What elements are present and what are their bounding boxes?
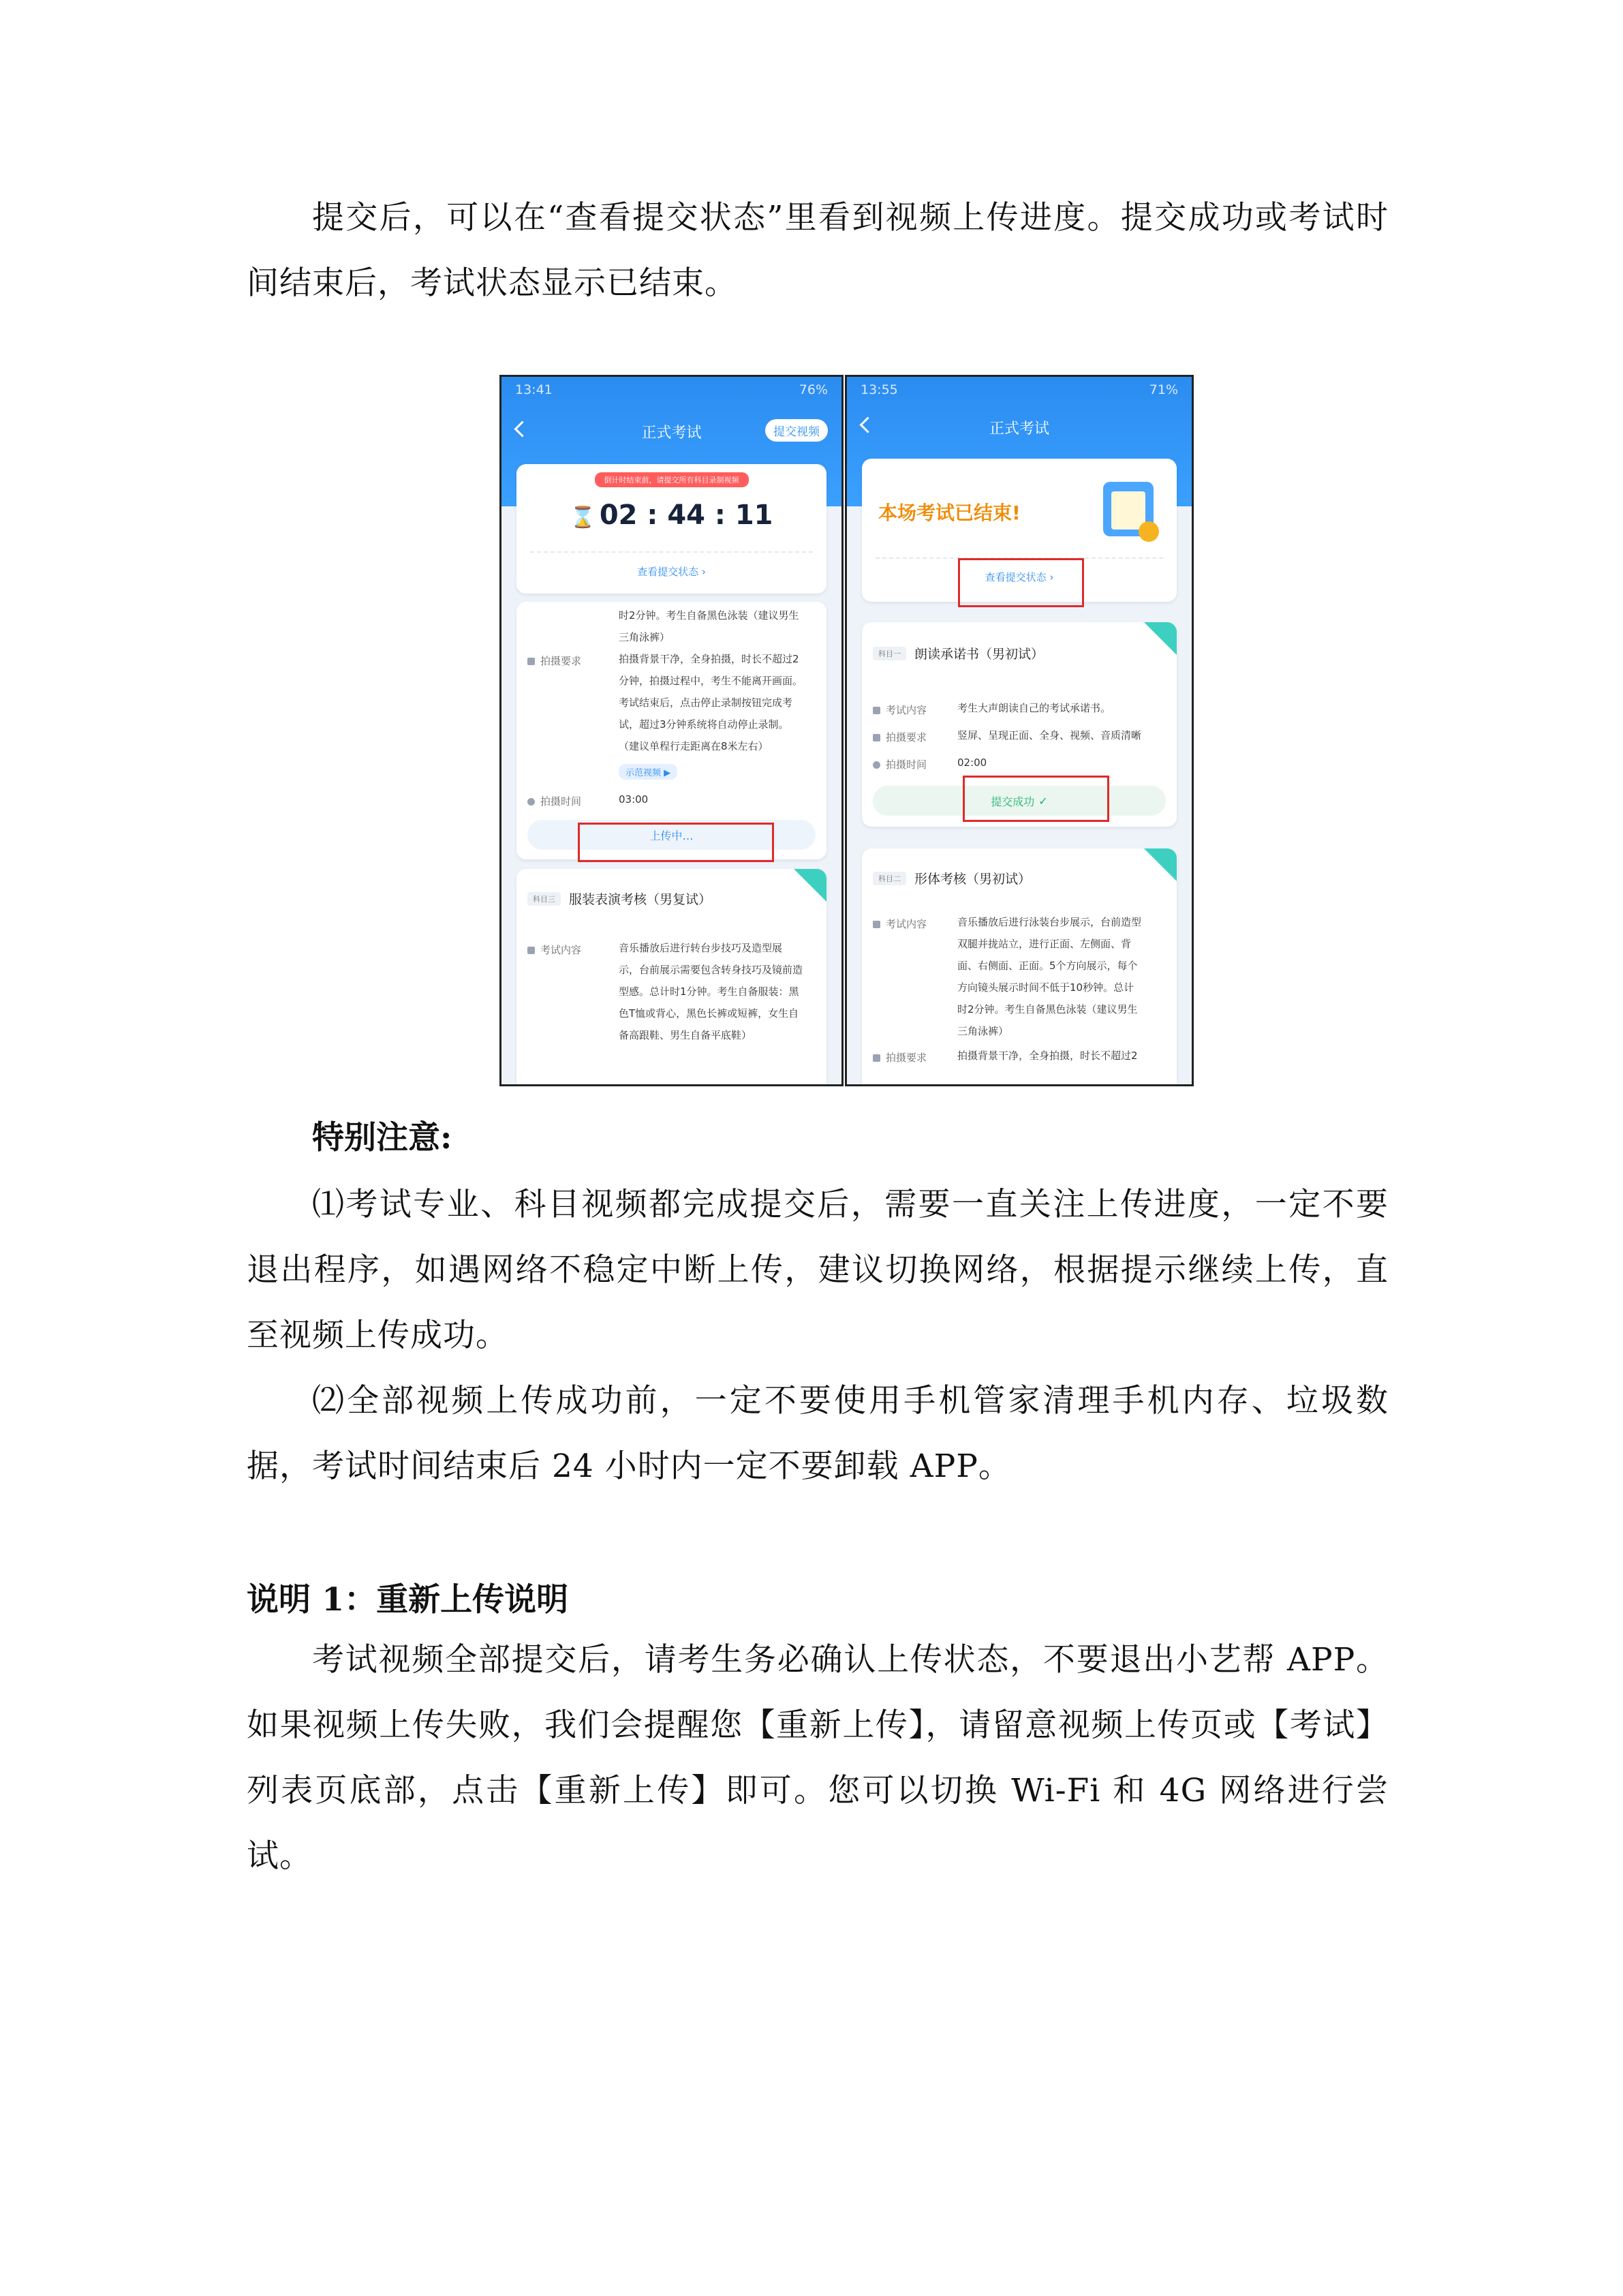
subject2-card bbox=[862, 848, 1177, 1086]
divider bbox=[530, 551, 813, 553]
highlight-box-view-status bbox=[958, 558, 1084, 607]
detail-line: 方向镜头展示时间不低于10秒钟。总计 bbox=[957, 981, 1134, 994]
subject-tag: 科目二 bbox=[873, 872, 906, 885]
phone-screenshot-ended bbox=[845, 375, 1194, 1086]
detail-line: 三角泳裤） bbox=[619, 631, 670, 643]
detail-line: 考试结束后，点击停止录制按钮完成考 bbox=[619, 697, 793, 709]
content-label bbox=[873, 917, 927, 931]
content-label-text: 考试内容 bbox=[886, 918, 927, 930]
highlight-box-success bbox=[963, 776, 1109, 822]
shoot-req-lines bbox=[619, 648, 803, 757]
shoot-req-text: 拍摄要求 bbox=[886, 731, 927, 744]
detail-line: 时2分钟。考生自备黑色泳装（建议男生 bbox=[957, 1003, 1138, 1015]
view-status-link[interactable] bbox=[516, 564, 826, 579]
subject-title: 朗读承诺书（男初试） bbox=[914, 647, 1045, 662]
countdown-timer bbox=[516, 500, 826, 531]
status-time: 13:41 bbox=[515, 382, 553, 397]
content-label bbox=[873, 703, 927, 717]
detail-line: （建议单程行走距离在8米左右） bbox=[619, 740, 769, 752]
detail-line: 音乐播放后进行泳装台步展示，台前造型 bbox=[957, 916, 1142, 928]
shoot-req-text: 拍摄要求 bbox=[886, 1052, 927, 1064]
play-icon: ▶ bbox=[664, 768, 671, 778]
subject2-content-lines bbox=[957, 911, 1141, 1042]
detail-line: 拍摄背景干净，全身拍摄，时长不超过2 bbox=[619, 653, 799, 665]
video-icon bbox=[873, 1054, 880, 1062]
subject-title: 服装表演考核（男复试） bbox=[569, 892, 712, 907]
intro-paragraph: 提交后，可以在“查看提交状态”里看到视频上传进度。提交成功或考试时间结束后，考试状态显示已结束。 bbox=[247, 199, 1389, 302]
hourglass-icon: ⌛ bbox=[570, 506, 596, 530]
document-icon bbox=[527, 947, 535, 954]
subject-detail-card bbox=[516, 602, 826, 859]
shoot-req-text: 拍摄要求 bbox=[540, 655, 582, 667]
countdown-card bbox=[516, 464, 826, 594]
detail-line: 型感。总计时1分钟。考生自备服装：黑 bbox=[619, 985, 799, 998]
detail-top bbox=[619, 604, 799, 648]
shoot-time-text: 拍摄时间 bbox=[540, 795, 582, 808]
chevron-right-icon: › bbox=[1049, 571, 1054, 583]
subject2-header bbox=[873, 869, 1031, 887]
nav-bar bbox=[847, 407, 1192, 448]
exam-ended-title: 本场考试已结束! bbox=[878, 502, 1021, 524]
subject-tag: 科目三 bbox=[527, 892, 561, 906]
content-lines bbox=[619, 937, 803, 1046]
document-icon bbox=[873, 707, 880, 714]
countdown-value: 02 : 44 : 11 bbox=[599, 500, 773, 531]
subject3-header bbox=[527, 889, 711, 908]
explanation-heading: 说明 1：重新上传说明 bbox=[247, 1581, 569, 1619]
submit-video-button[interactable]: 提交视频 bbox=[765, 419, 828, 442]
subject1-header bbox=[873, 644, 1044, 662]
corner-badge bbox=[1144, 848, 1177, 881]
detail-line: 双腿并拢站立，进行正面、左侧面、背 bbox=[957, 938, 1132, 950]
content-label-text: 考试内容 bbox=[540, 944, 582, 956]
shoot-req-label bbox=[873, 1050, 927, 1065]
view-status-label: 查看提交状态 bbox=[637, 566, 699, 578]
subject1-content: 考生大声朗读自己的考试承诺书。 bbox=[957, 702, 1111, 714]
corner-badge bbox=[794, 869, 826, 902]
note-2: ⑵全部视频上传成功前，一定不要使用手机管家清理手机内存、垃圾数据，考试时间结束后 24 小时内一定不要卸载 APP。 bbox=[247, 1382, 1389, 1485]
shoot-time-label bbox=[873, 757, 927, 771]
nav-title: 正式考试 bbox=[989, 420, 1049, 438]
clock-icon bbox=[527, 798, 535, 806]
subject2-req: 拍摄背景干净，全身拍摄，时长不超过2 bbox=[957, 1050, 1138, 1062]
chevron-right-icon: › bbox=[701, 566, 706, 578]
content-label-text: 考试内容 bbox=[886, 704, 927, 716]
detail-line: 试，超过3分钟系统将自动停止录制。 bbox=[619, 718, 789, 731]
subject3-card bbox=[516, 869, 826, 1086]
highlight-box-uploading bbox=[578, 823, 774, 862]
nav-title: 正式考试 bbox=[641, 424, 702, 442]
detail-line: 示，台前展示需要包含转身技巧及镜前造 bbox=[619, 964, 803, 976]
countdown-notice: 倒计时结束前，请提交所有科目录制视频 bbox=[595, 472, 749, 487]
back-arrow-icon[interactable] bbox=[514, 420, 530, 437]
submit-success-label: 提交成功 bbox=[991, 795, 1035, 808]
shoot-time-text: 拍摄时间 bbox=[886, 759, 927, 771]
nav-bar bbox=[501, 411, 841, 452]
explanation-paragraph: 考试视频全部提交后，请考生务必确认上传状态，不要退出小艺帮 APP。如果视频上传失败，我们会提醒您【重新上传】，请留意视频上传页或【考试】列表页底部，点击【重新上传】即可。您可以切换 Wi-Fi 和 4G 网络进行尝试。 bbox=[247, 1641, 1389, 1875]
detail-line: 时2分钟。考生自备黑色泳装（建议男生 bbox=[619, 609, 799, 622]
special-note-heading: 特别注意: bbox=[312, 1119, 452, 1157]
demo-video-button[interactable] bbox=[619, 764, 677, 780]
detail-line: 分钟，拍摄过程中，考生不能离开画面。 bbox=[619, 675, 803, 687]
clipboard-icon bbox=[1103, 482, 1154, 536]
status-time: 13:55 bbox=[861, 382, 898, 397]
back-arrow-icon[interactable] bbox=[859, 416, 876, 433]
shoot-time-value: 03:00 bbox=[619, 793, 649, 806]
status-bar bbox=[515, 382, 828, 401]
document-icon bbox=[873, 921, 880, 928]
uploading-status[interactable]: 上传中… bbox=[527, 820, 816, 850]
demo-video-label: 示范视频 bbox=[625, 768, 662, 778]
note-1: ⑴考试专业、科目视频都完成提交后，需要一直关注上传进度，一定不要退出程序，如遇网络不稳定中断上传，建议切换网络，根据提示继续上传，直至视频上传成功。 bbox=[247, 1186, 1389, 1354]
content-label bbox=[527, 943, 581, 957]
detail-line: 三角泳裤） bbox=[957, 1025, 1009, 1037]
phone-screenshot-uploading bbox=[499, 375, 844, 1086]
subject-tag: 科目一 bbox=[873, 647, 906, 660]
detail-line: 音乐播放后进行转台步技巧及造型展 bbox=[619, 942, 783, 954]
detail-line: 备高跟鞋、男生自备平底鞋） bbox=[619, 1029, 752, 1041]
shoot-time-label bbox=[527, 794, 581, 808]
shoot-req-label bbox=[873, 730, 927, 744]
subject1-req: 竖屏、呈现正面、全身、视频、音质清晰 bbox=[957, 729, 1142, 741]
subject-title: 形体考核（男初试） bbox=[914, 872, 1032, 887]
detail-line: 面、右侧面、正面。5个方向展示，每个 bbox=[957, 960, 1138, 972]
view-status-label: 查看提交状态 bbox=[985, 571, 1047, 583]
clock-icon bbox=[873, 761, 880, 769]
video-icon bbox=[527, 658, 535, 665]
status-bar bbox=[861, 382, 1178, 401]
detail-line: 色T恤或背心，黑色长裤或短裤，女生自 bbox=[619, 1007, 799, 1020]
subject1-time: 02:00 bbox=[957, 756, 987, 769]
checkmark-icon: ✓ bbox=[1038, 794, 1048, 808]
status-battery: 71% bbox=[1149, 382, 1178, 397]
status-battery: 76% bbox=[799, 382, 828, 397]
video-icon bbox=[873, 734, 880, 741]
shoot-req-label bbox=[527, 654, 581, 668]
corner-badge bbox=[1144, 622, 1177, 655]
